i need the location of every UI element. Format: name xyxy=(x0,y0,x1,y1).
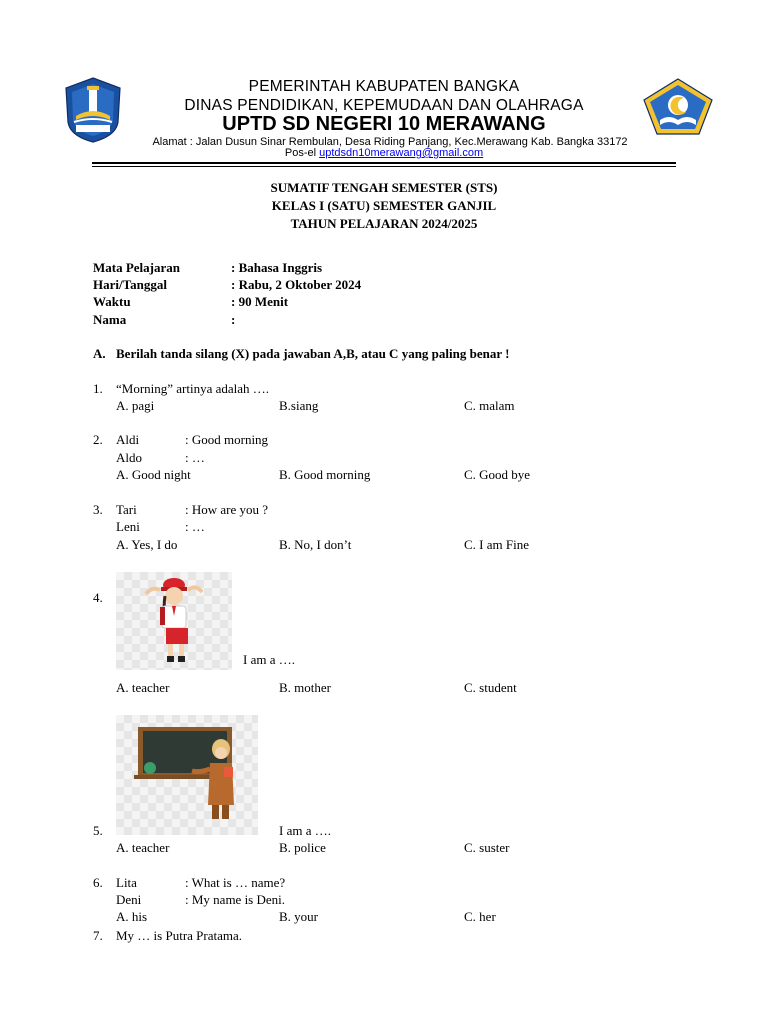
speaker-name: Deni xyxy=(116,892,142,907)
header-government: PEMERINTAH KABUPATEN BANGKA xyxy=(248,78,520,95)
speaker-name: Lita xyxy=(116,875,137,890)
option-c: C. her xyxy=(464,909,496,924)
section-a-instruction: Berilah tanda silang (X) pada jawaban A,B, atau C yang paling benar ! xyxy=(116,346,510,361)
option-b: B.siang xyxy=(279,398,319,413)
speaker-line: : My name is Deni. xyxy=(185,892,286,907)
option-a: A. his xyxy=(116,909,148,924)
speaker-line: : How are you ? xyxy=(185,502,269,517)
question-text: I am a …. xyxy=(243,652,295,667)
question-text: My … is Putra Pratama. xyxy=(116,928,243,943)
speaker-name: Leni xyxy=(116,519,140,534)
option-b: B. mother xyxy=(279,680,331,695)
option-c: C. Good bye xyxy=(464,467,531,482)
speaker-line: : … xyxy=(185,450,205,465)
speaker-name: Aldi xyxy=(116,432,140,447)
option-a: A. teacher xyxy=(116,680,170,695)
question-number: 4. xyxy=(93,590,103,605)
option-a: A. teacher xyxy=(116,840,170,855)
question-number: 7. xyxy=(93,928,103,943)
question-number: 6. xyxy=(93,875,103,890)
option-c: C. I am Fine xyxy=(464,537,529,552)
header-rule-thick xyxy=(92,162,676,164)
header-department: DINAS PENDIDIKAN, KEPEMUDAAN DAN OLAHRAGA xyxy=(184,97,584,114)
exam-year: TAHUN PELAJARAN 2024/2025 xyxy=(290,216,478,231)
info-label-name: Nama xyxy=(93,312,127,327)
info-label-date: Hari/Tanggal xyxy=(93,277,167,292)
teacher-illustration xyxy=(116,715,258,835)
exam-class: KELAS I (SATU) SEMESTER GANJIL xyxy=(271,198,497,213)
question-number: 3. xyxy=(93,502,103,517)
question-number: 5. xyxy=(93,823,103,838)
header-email-line xyxy=(0,147,768,159)
exam-title: SUMATIF TENGAH SEMESTER (STS) xyxy=(270,180,498,195)
info-value-subject: : Bahasa Inggris xyxy=(231,260,323,275)
option-b: B. police xyxy=(279,840,326,855)
header-school-name: UPTD SD NEGERI 10 MERAWANG xyxy=(222,113,546,135)
info-label-subject: Mata Pelajaran xyxy=(93,260,181,275)
speaker-line: : Good morning xyxy=(185,432,269,447)
speaker-name: Aldo xyxy=(116,450,142,465)
option-c: C. malam xyxy=(464,398,515,413)
option-a: A. Good night xyxy=(116,467,191,482)
option-c: C. student xyxy=(464,680,517,695)
info-value-time: : 90 Menit xyxy=(231,294,289,309)
option-b: B. No, I don’t xyxy=(279,537,352,552)
speaker-line: : What is … name? xyxy=(185,875,286,890)
info-label-time: Waktu xyxy=(93,294,131,309)
header-address: Alamat : Jalan Dusun Sinar Rembulan, Desa Riding Panjang, Kec.Merawang Kab. Bangka 33172 xyxy=(152,136,628,148)
option-a: A. Yes, I do xyxy=(116,537,178,552)
option-b: B. Good morning xyxy=(279,467,371,482)
info-value-name: : xyxy=(231,312,236,327)
option-c: C. suster xyxy=(464,840,510,855)
email-link[interactable]: uptdsdn10merawang@gmail.com xyxy=(319,147,484,159)
speaker-line: : … xyxy=(185,519,205,534)
question-text: “Morning” artinya adalah …. xyxy=(116,381,270,396)
question-number: 1. xyxy=(93,381,103,396)
info-value-date: : Rabu, 2 Oktober 2024 xyxy=(231,277,362,292)
option-b: B. your xyxy=(279,909,318,924)
student-illustration xyxy=(116,572,232,670)
header-rule-thin xyxy=(92,166,676,167)
option-a: A. pagi xyxy=(116,398,155,413)
section-a-letter: A. xyxy=(93,346,106,361)
question-text: I am a …. xyxy=(279,823,331,838)
question-number: 2. xyxy=(93,432,103,447)
speaker-name: Tari xyxy=(116,502,137,517)
email-prefix: Pos-el xyxy=(284,147,320,159)
